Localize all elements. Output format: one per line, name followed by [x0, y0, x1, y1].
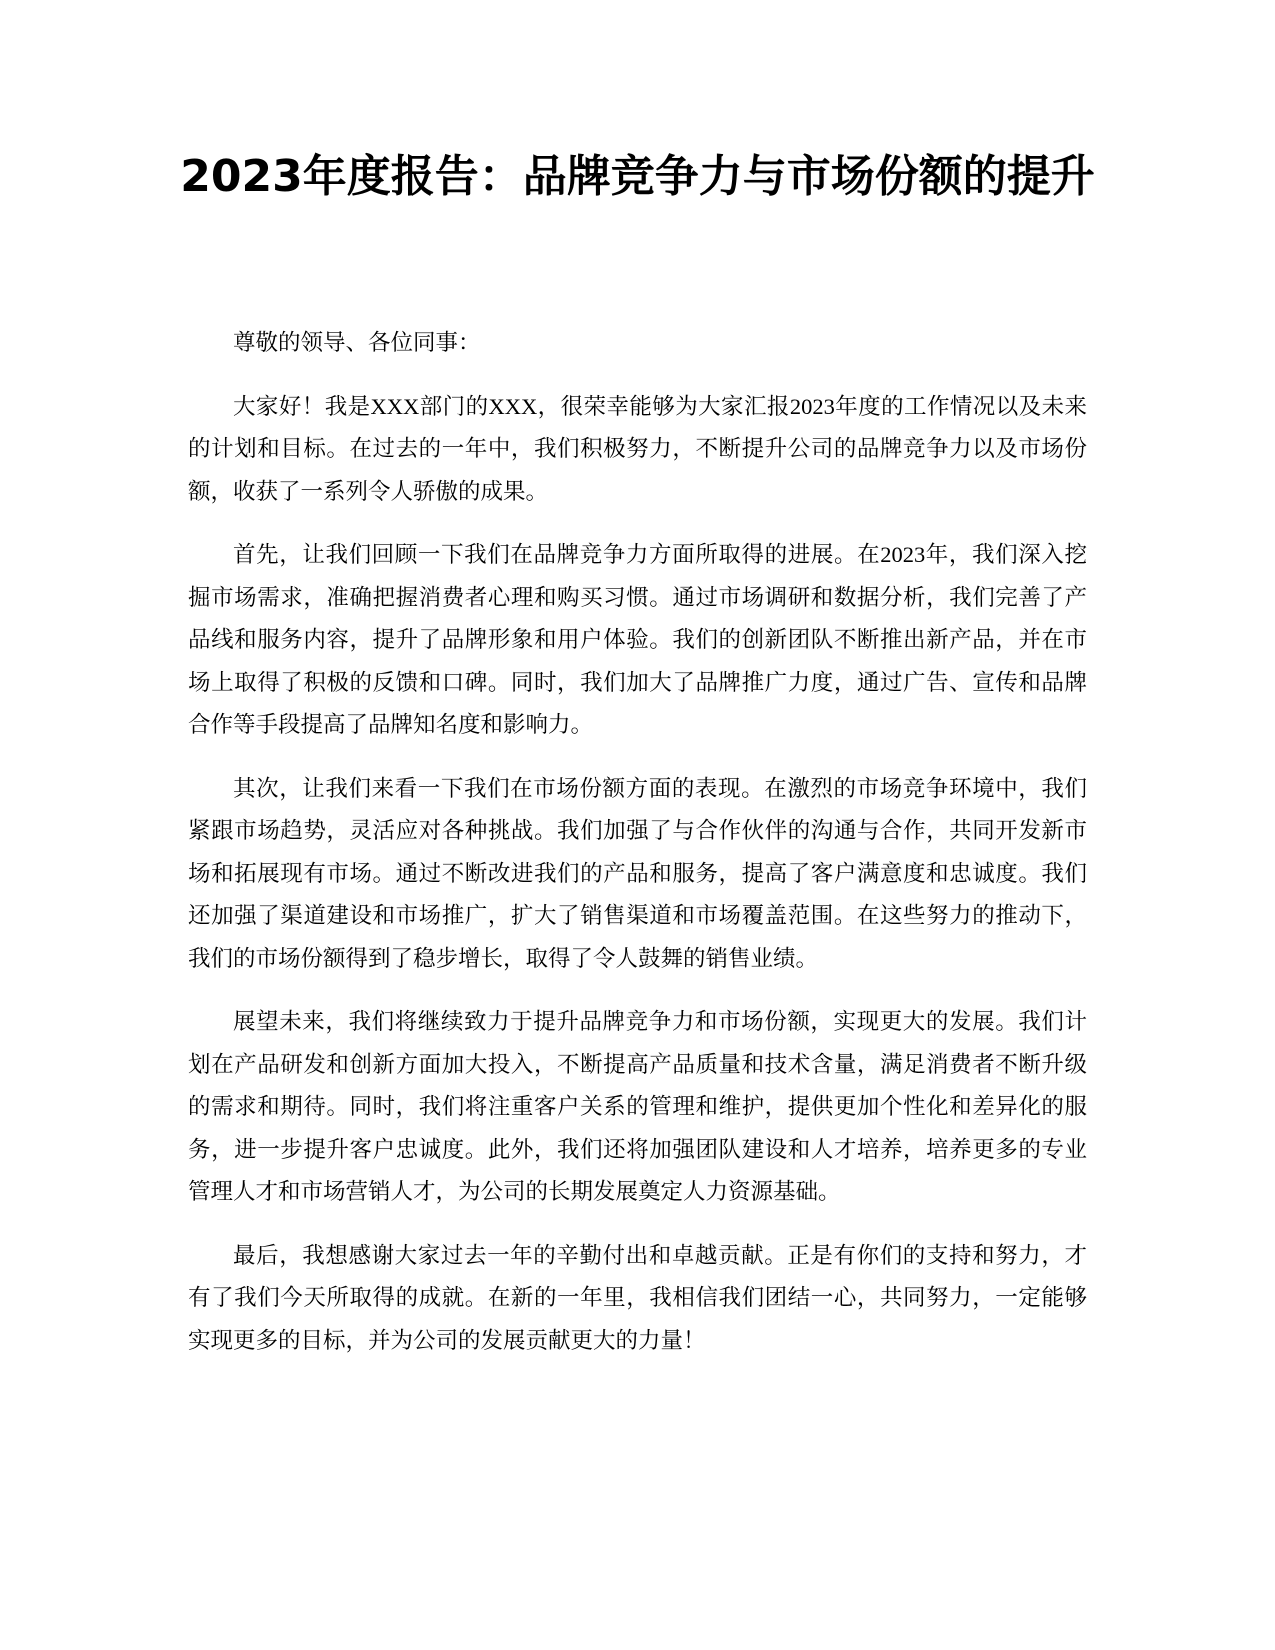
- closing-paragraph: 最后，我想感谢大家过去一年的辛勤付出和卓越贡献。正是有你们的支持和努力，才有了我们今天所取得的成就。在新的一年里，我相信我们团结一心，共同努力，一定能够实现更多的目标，并为公司的发展贡献更大的力量！: [188, 1242, 1087, 1353]
- market-share-paragraph: 其次，让我们来看一下我们在市场份额方面的表现。在激烈的市场竞争环境中，我们紧跟市场趋势，灵活应对各种挑战。我们加强了与合作伙伴的沟通与合作，共同开发新市场和拓展现有市场。通过不断改进我们的产品和服务，提高了客户满意度和忠诚度。我们还加强了渠道建设和市场推广，扩大了销售渠道和市场覆盖范围。在这些努力的推动下，我们的市场份额得到了稳步增长，取得了令人鼓舞的销售业绩。: [188, 775, 1087, 971]
- document-body: [188, 322, 1087, 1383]
- brand-competitiveness-paragraph: 首先，让我们回顾一下我们在品牌竞争力方面所取得的进展。在2023年，我们深入挖掘市场需求，准确把握消费者心理和购买习惯。通过市场调研和数据分析，我们完善了产品线和服务内容，提升了品牌形象和用户体验。我们的创新团队不断推出新产品，并在市场上取得了积极的反馈和口碑。同时，我们加大了品牌推广力度，通过广告、宣传和品牌合作等手段提高了品牌知名度和影响力。: [188, 542, 1087, 737]
- salutation-paragraph: 尊敬的领导、各位同事：: [233, 330, 481, 355]
- outlook-paragraph: 展望未来，我们将继续致力于提升品牌竞争力和市场份额，实现更大的发展。我们计划在产品研发和创新方面加大投入，不断提高产品质量和技术含量，满足消费者不断升级的需求和期待。同时，我们将注重客户关系的管理和维护，提供更加个性化和差异化的服务，进一步提升客户忠诚度。此外，我们还将加强团队建设和人才培养，培养更多的专业管理人才和市场营销人才，为公司的长期发展奠定人力资源基础。: [188, 1009, 1087, 1204]
- page-title: 2023年度报告：品牌竞争力与市场份额的提升: [180, 151, 1095, 202]
- intro-paragraph: 大家好！我是XXX部门的XXX，很荣幸能够为大家汇报2023年度的工作情况以及未来的计划和目标。在过去的一年中，我们积极努力，不断提升公司的品牌竞争力以及市场份额，收获了一系列令人骄傲的成果。: [188, 393, 1087, 504]
